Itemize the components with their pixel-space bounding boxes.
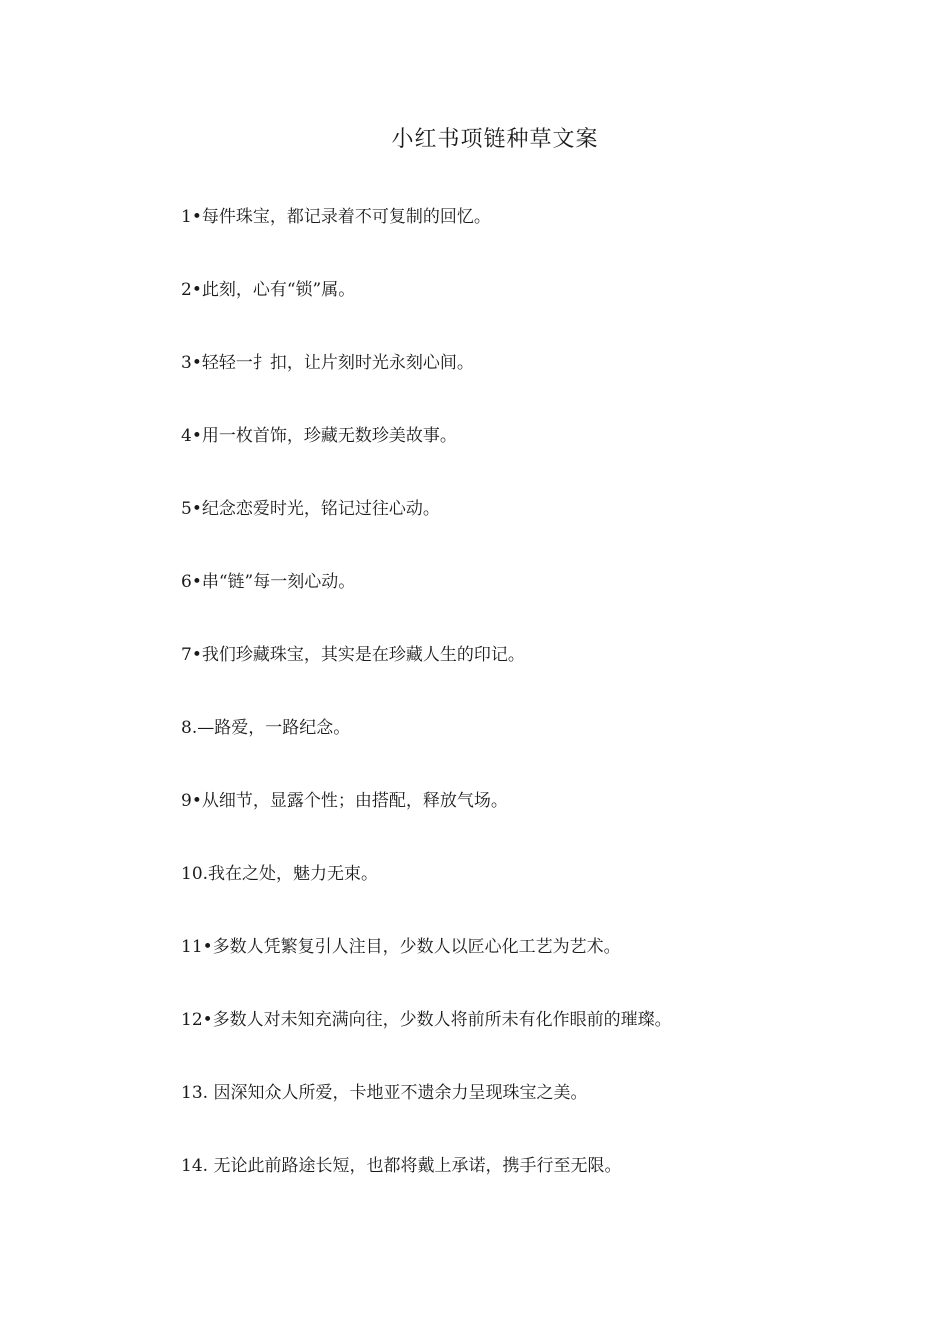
copy-list [181, 201, 881, 1223]
list-item: 12•多数人对未知充满向往，少数人将前所未有化作眼前的璀璨。 [181, 1010, 672, 1030]
list-item: 11•多数人凭繁复引人注目，少数人以匠心化工艺为艺术。 [181, 937, 621, 957]
page-title: 小红书项链种草文案 [391, 127, 599, 152]
list-item: 9•从细节，显露个性；由搭配，释放气场。 [181, 791, 508, 811]
list-item: 10.我在之处，魅力无束。 [181, 864, 379, 884]
list-item: 4•用一枚首饰，珍藏无数珍美故事。 [181, 426, 457, 446]
list-item: 3•轻轻一扌扣，让片刻时光永刻心间。 [181, 353, 474, 373]
list-item: 2•此刻，心有“锁”属。 [181, 280, 356, 300]
list-item: 13. 因深知众人所爱，卡地亚不遗余力呈现珠宝之美。 [181, 1083, 588, 1103]
list-item: 8.—路爱，一路纪念。 [181, 718, 351, 738]
list-item: 1•每件珠宝，都记录着不可复制的回忆。 [181, 207, 491, 227]
list-item: 6•串“链”每一刻心动。 [181, 572, 356, 592]
list-item: 7•我们珍藏珠宝，其实是在珍藏人生的印记。 [181, 645, 525, 665]
list-item: 5•纪念恋爱时光，铭记过往心动。 [181, 499, 440, 519]
list-item: 14. 无论此前路途长短，也都将戴上承诺，携手行至无限。 [181, 1156, 622, 1176]
